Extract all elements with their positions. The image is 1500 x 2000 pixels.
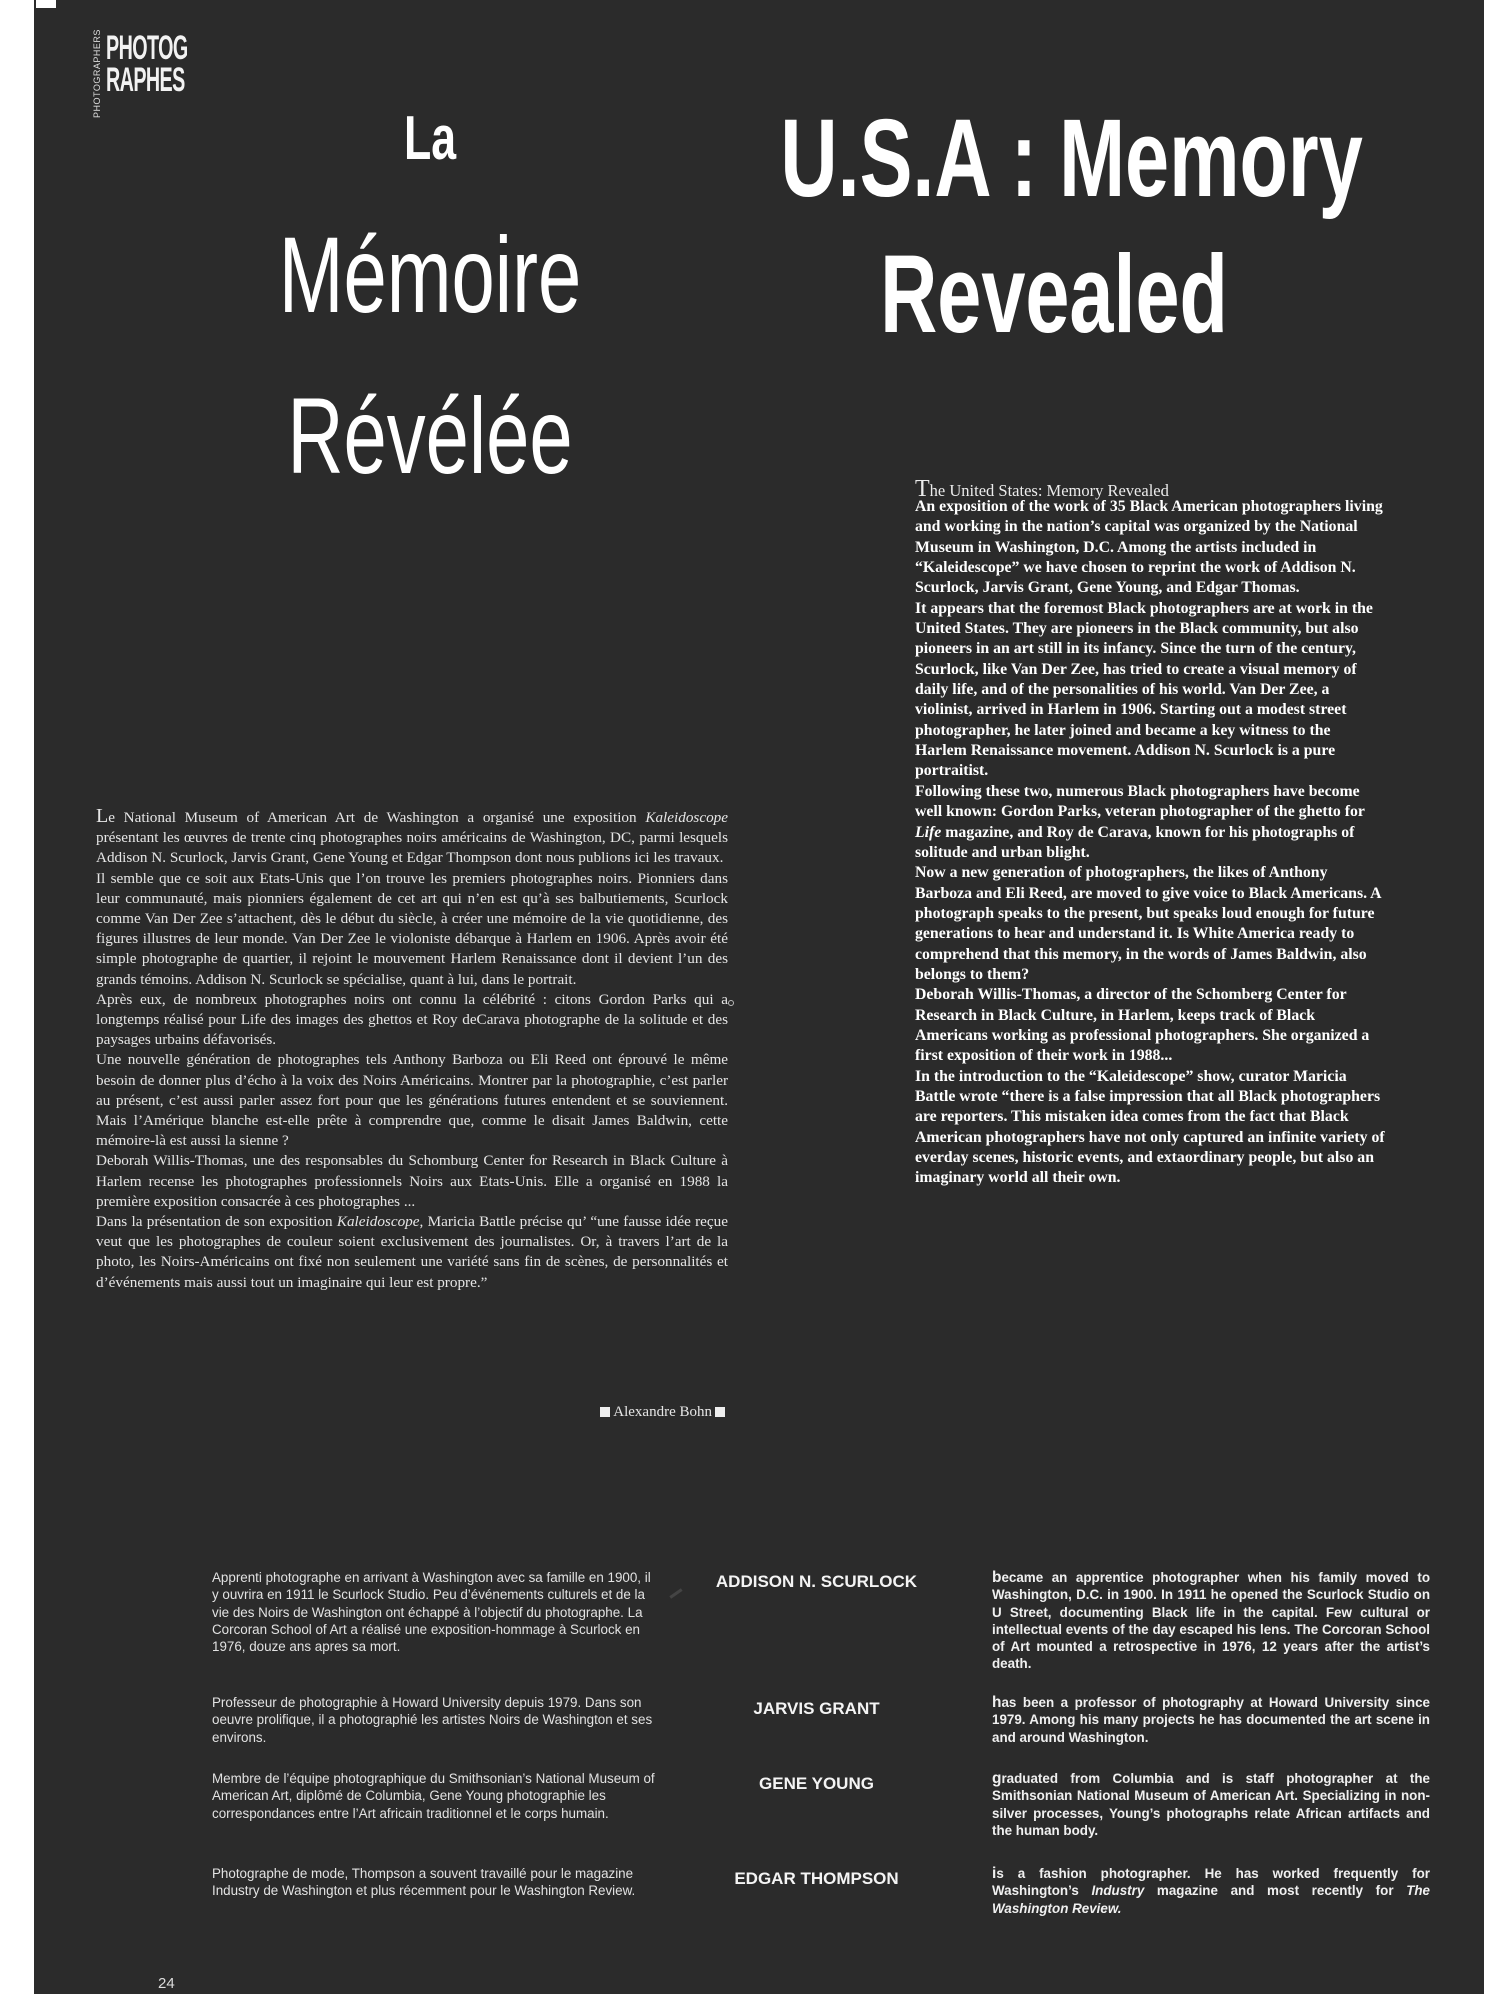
bio-name-thompson: EDGAR THOMPSON [734,1869,899,1888]
bio-english-text: as been a professor of photography at Howard University since 1979. Among his many projects he has documented the art scene in and around Washington. [992,1695,1430,1745]
bio-english-italic: The Washington Review. [992,1883,1430,1916]
french-paragraph-4: Une nouvelle génération de photographes tels Anthony Barboza ou Eli Reed ont éprouvé le même besoin de donner plus d’écho à la voix des Noirs Américains. Montrer par la photographie, c’est parler au présent, c’est aussi parler assez fort pour que les générations futures entendent et se souviennent. Mais l’Amérique blanche est-elle prête à comprendre que, comme le disait James Baldwin, cette mémoire-là est aussi la sienne ? [96,1051,728,1150]
bio-english-italic: Industry [1091,1883,1145,1899]
french-title-line1: La [403,104,457,173]
english-article [915,497,1385,1189]
bio-english-text: magazine and most recently for [1144,1883,1407,1899]
magazine-page [34,0,1484,1994]
french-title-line2: Mémoire [278,214,582,335]
bio-initial: g [992,1770,1002,1787]
author-name: Alexandre Bohn [613,1404,712,1420]
french-dropcap: L [96,805,109,827]
french-paragraph-2: Il semble que ce soit aux Etats-Unis que l’on trouve les premiers photographes noirs. Pionniers dans leur communauté, mais pionniers également de cet art qui n’en est qu’à ses balbutiements, Scurlock comme Van Der Zee s’attachent, dès le début du siècle, à créer une mémoire de la vie quotidienne, des figures illustres de leur monde. Van Der Zee le violoniste débarque à Harlem en 1906. Après avoir été simple photographe de quartier, il rejoint le mouvement Harlem Renaissance dont il devient l’un des grands témoins. Addison N. Scurlock se spécialise, quant à lui, dans le portrait. [96,869,728,988]
english-p3-italic: Life [915,823,942,841]
bio-name-young: GENE YOUNG [759,1774,874,1793]
french-p6-end: , Maricia Battle précise qu’ “une fausse idée reçue veut que les photographes de couleur soient exclusivement des journalistes. Or, à travers l’art de la photo, les Noirs-Américains ont fixé non seulement une variété sans fin de scènes, de personnalités et d’événements mais aussi tout un imaginaire qui leur est propre.” [96,1213,728,1291]
english-lead-text: he United States: Memory Revealed [929,481,1169,500]
bio-name-grant: JARVIS GRANT [753,1699,880,1718]
section-label-line2: RAPHES [106,61,185,99]
english-dropcap: T [915,476,930,502]
author-signature [528,1404,728,1421]
bio-french-thompson: Photographe de mode, Thompson a souvent travaillé pour le magazine Industry de Washington et plus récemment pour le Washington Review. [212,1866,636,1899]
bio-initial: h [992,1694,1002,1711]
french-paragraph-3: Après eux, de nombreux photographes noirs ont connu la célébrité : citons Gordon Parks qui a longtemps réalisé pour Life des images des ghettos et Roy deCarava photographe de la solitude et des paysages urbains défavorisés. [96,990,728,1049]
english-paragraph-2: It appears that the foremost Black photographers are at work in the United States. They are pioneers in the Black community, but also pioneers in an art still in its infancy. Since the turn of the century, Scurlock, like Van Der Zee, has tried to create a visual memory of daily life, and of the personalities of his world. Van Der Zee, a violinist, arrived in Harlem in 1906. Starting out a modest street photographer, he later joined and became a key witness to the Harlem Renaissance movement. Addison N. Scurlock is a pure portraitist. [915,599,1373,780]
bio-french-young: Membre de l’équipe photographique du Smithsonian’s National Museum of American Art, diplômé de Columbia, Gene Young photographie les correspondances entre l’Art africain traditionnel et le corps humain. [212,1771,655,1821]
page-number: 24 [158,1975,175,1992]
french-p1-end: présentant les œuvres de trente cinq photographes noirs américains de Washington, DC, parmi lesquels Addison N. Scurlock, Jarvis Grant, Gene Young et Edgar Thompson dont nous publions ici les travaux. [96,829,728,867]
square-bullet-icon [600,1407,610,1417]
bio-english-text: ecame an apprentice photographer when his family moved to Washington, D.C. in 1900. In 1911 he opened the Scurlock Studio on U Street, documenting Black life in the capital. Few cultural or intellectual events of the day escaped his lens. The Corcoran School of Art mounted a retrospective in 1976, 12 years after the artist’s death. [992,1570,1430,1672]
bio-initial: i [992,1865,997,1882]
french-paragraph-1 [96,806,728,869]
english-title-line2: Revealed [880,233,1228,356]
french-article [96,806,728,1293]
bio-english-young [992,1770,1430,1839]
english-paragraph-4: Now a new generation of photographers, the likes of Anthony Barboza and Eli Reed, are moved to give voice to Black Americans. A photograph speaks to the present, but speaks loud enough for future generations to hear and understand it. Is White America ready to comprehend that this memory, in the words of James Baldwin, also belongs to them? [915,864,1381,983]
french-paragraph-6 [96,1212,728,1293]
english-paragraph-1: An exposition of the work of 35 Black American photographers living and working in the nation’s capital was organized by the National Museum in Washington, D.C. Among the artists included in “Kaleidescope” we have chosen to reprint the work of Addison N. Scurlock, Jarvis Grant, Gene Young, and Edgar Thomas. [915,498,1383,597]
english-p3-end: magazine, and Roy de Carava, known for his photographs of solitude and urban blight. [915,823,1355,861]
bio-english-text: raduated from Columbia and is staff photographer at the Smithsonian National Museum of American Art. Specializing in non-silver processes, Young’s photographs relate African artifacts and the human body. [992,1771,1430,1838]
english-paragraph-5: Deborah Willis-Thomas, a director of the Schomberg Center for Research in Black Culture, in Harlem, keeps track of Black Americans working as professional photographers. She organized a first exposition of their work in 1988... [915,986,1370,1065]
bio-french-scurlock: Apprenti photographe en arrivant à Washington avec sa famille en 1900, il y ouvrira en 1911 le Scurlock Studio. Peu d’événements culturels et de la vie des Noirs de Washington ont échappé à l’objectif du photographe. La Corcoran School of Art a réalisé une exposition-hommage à Scurlock en 1976, douze ans apres sa mort. [212,1570,651,1655]
english-paragraph-3 [915,782,1385,863]
english-paragraph-6: In the introduction to the “Kaleidescope” show, curator Maricia Battle wrote “there is a false impression that all Black photographers are reporters. This mistaken idea comes from the fact that Black American photographers have not only captured an infinite variety of everday scenes, historic events, and extaordinary people, but also an imaginary world all their own. [915,1067,1385,1187]
english-title-line1: U.S.A : Memory [780,97,1363,220]
french-p6-text: Dans la présentation de son exposition [96,1213,337,1231]
french-paragraph-5: Deborah Willis-Thomas, une des responsables du Schomburg Center for Research in Black Culture à Harlem recense les photographes professionnels Noirs aux Etats-Unis. Elle a organisé en 1988 la première exposition consacrée à ces photographes ... [96,1152,728,1210]
bio-english-grant [992,1694,1430,1746]
french-p1-italic: Kaleidoscope [645,809,728,826]
french-p1-text: e National Museum of American Art de Washington a organisé une exposition [108,809,646,826]
bio-name-scurlock: ADDISON N. SCURLOCK [715,1572,918,1591]
printed-dot-mark [728,1000,734,1006]
french-p6-italic: Kaleidoscope [336,1213,420,1231]
section-label [106,30,226,98]
corner-mark [36,0,56,8]
bio-english-thompson [992,1865,1430,1917]
english-p3-text: Following these two, numerous Black photographers have become well known: Gordon Parks, veteran photographer of the ghetto for [915,782,1365,821]
bio-french-grant: Professeur de photographie à Howard University depuis 1979. Dans son oeuvre prolifique, il a photographié les artistes Noirs de Washington et ses environs. [212,1695,653,1745]
bio-initial: b [992,1569,1002,1586]
bio-english-scurlock [992,1569,1430,1673]
section-label-line1: PHOTOG [106,29,188,67]
bio-english-text: s a fashion photographer. He has worked frequently for Washington’s [992,1866,1430,1899]
square-bullet-icon [715,1407,725,1417]
french-title-line3: Révélée [287,375,573,496]
section-label-small: PHOTOGRAPHERS [92,29,102,118]
